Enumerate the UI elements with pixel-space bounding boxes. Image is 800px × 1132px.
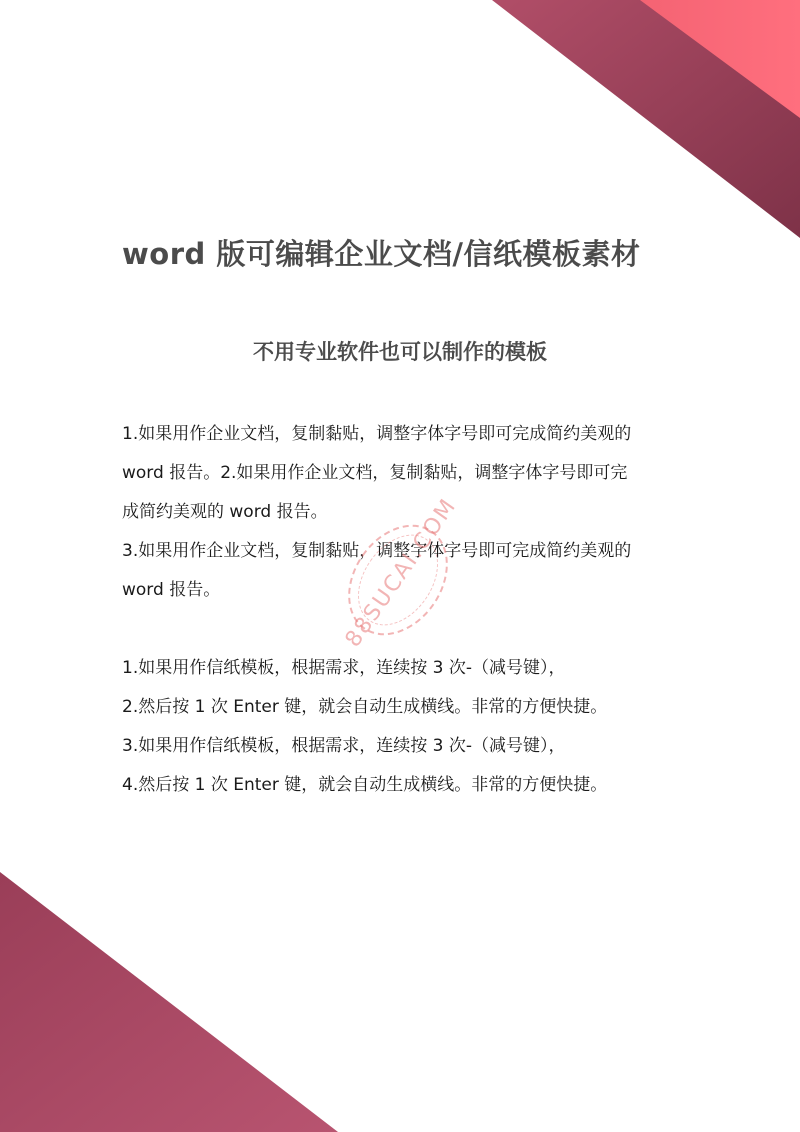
watermark-text: 88SUCAI.COM — [340, 493, 462, 652]
paragraph-1-line: word 报告。2.如果用作企业文档，复制黏贴，调整字体字号即可完 — [122, 463, 628, 483]
paragraph-spacer — [122, 610, 692, 649]
paragraph-2-line: 3.如果用作企业文档，复制黏贴，调整字体字号即可完成简约美观的 — [122, 541, 632, 561]
list-item: 3.如果用作信纸模板，根据需求，连续按 3 次-（减号键）， — [122, 736, 566, 756]
paragraph-1-line: 成简约美观的 word 报告。 — [122, 502, 328, 522]
list-item: 4.然后按 1 次 Enter 键，就会自动生成横线。非常的方便快捷。 — [122, 775, 608, 795]
list-item: 1.如果用作信纸模板，根据需求，连续按 3 次-（减号键）， — [122, 658, 566, 678]
bottom-left-triangle — [0, 872, 338, 1132]
list-item: 2.然后按 1 次 Enter 键，就会自动生成横线。非常的方便快捷。 — [122, 697, 608, 717]
paragraph-2-line: word 报告。 — [122, 580, 221, 600]
document-subtitle: 不用专业软件也可以制作的模板 — [253, 340, 547, 364]
document-body — [122, 415, 692, 805]
paragraph-1-line: 1.如果用作企业文档，复制黏贴，调整字体字号即可完成简约美观的 — [122, 424, 632, 444]
document-title: word 版可编辑企业文档/信纸模板素材 — [122, 237, 641, 271]
